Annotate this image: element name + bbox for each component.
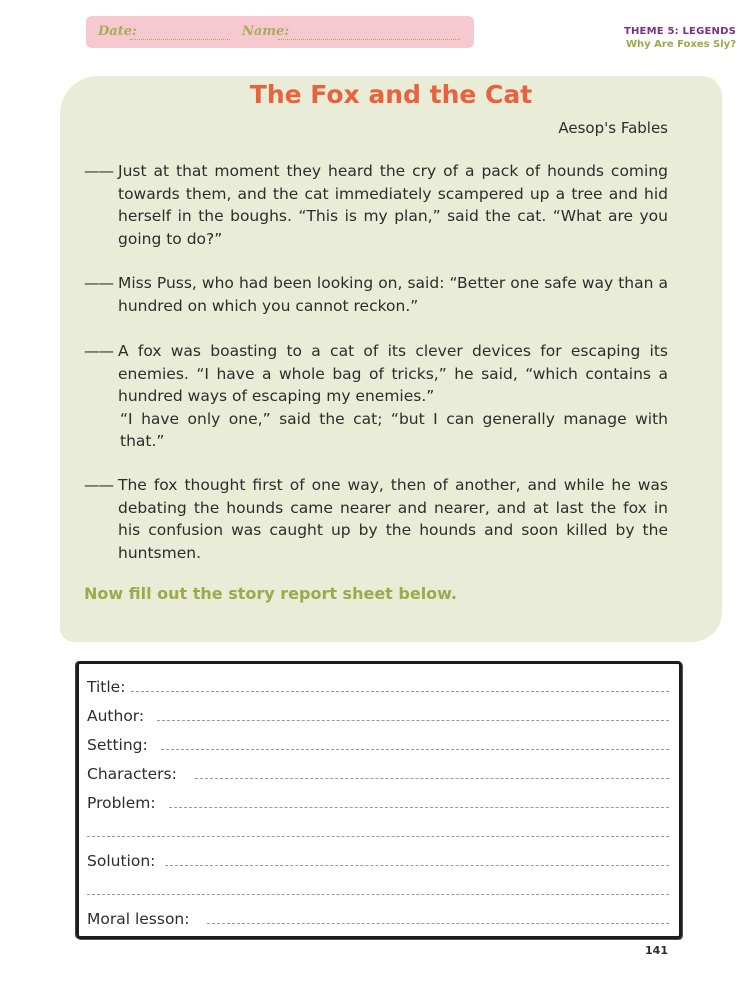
paragraph-text: A fox was boasting to a cat of its clever devices for escaping its enemies. “I have a whole bag of tricks,” he said, “which contains a hundred ways of escaping my enemies.” xyxy=(118,342,668,405)
title-label: Title: xyxy=(87,678,126,696)
moral-lesson-label: Moral lesson: xyxy=(87,910,190,928)
story-paragraph-4 xyxy=(84,474,668,564)
story-title: The Fox and the Cat xyxy=(249,80,533,109)
paragraph-dash: —— xyxy=(84,342,113,360)
report-row-characters xyxy=(87,763,669,785)
theme-title: THEME 5: LEGENDS xyxy=(623,26,736,37)
story-source: Aesop's Fables xyxy=(558,119,668,137)
solution-answer-line[interactable] xyxy=(165,865,669,866)
report-row-solution xyxy=(87,850,669,872)
story-paragraph-3 xyxy=(84,340,668,453)
name-field-line[interactable] xyxy=(278,39,460,40)
paragraph-text: Just at that moment they heard the cry of a pack of hounds coming towards them, and the cat immediately scampered up a tree and hid herself in the boughs. “This is my plan,” said the cat. “What are you going to do?” xyxy=(118,162,668,248)
problem-answer-line-2[interactable] xyxy=(87,836,669,837)
problem-label: Problem: xyxy=(87,794,156,812)
date-label: Date: xyxy=(98,24,137,39)
title-answer-line[interactable] xyxy=(131,691,669,692)
report-row-problem xyxy=(87,792,669,814)
author-answer-line[interactable] xyxy=(157,720,669,721)
solution-answer-line-2[interactable] xyxy=(87,894,669,895)
report-row-title xyxy=(87,676,669,698)
report-row-problem-extra xyxy=(87,821,669,843)
paragraph-text: Miss Puss, who had been looking on, said: “Better one safe way than a hundred on which you cannot reckon.” xyxy=(118,274,668,315)
page-number: 141 xyxy=(645,944,668,957)
paragraph-text: The fox thought first of one way, then of another, and while he was debating the hounds came nearer and nearer, and at last the fox in his confusion was caught up by the hounds and soon killed by the huntsmen. xyxy=(118,476,668,562)
theme-subtitle: Why Are Foxes Sly? xyxy=(626,39,736,50)
setting-label: Setting: xyxy=(87,736,148,754)
report-row-setting xyxy=(87,734,669,756)
report-row-solution-extra xyxy=(87,879,669,901)
report-row-author xyxy=(87,705,669,727)
characters-label: Characters: xyxy=(87,765,177,783)
paragraph-dash: —— xyxy=(84,274,113,292)
story-paragraph-1 xyxy=(84,160,668,250)
moral-lesson-answer-line[interactable] xyxy=(207,923,669,924)
instruction-text: Now fill out the story report sheet below. xyxy=(84,584,457,603)
report-row-moral xyxy=(87,908,669,930)
story-paragraph-2 xyxy=(84,272,668,317)
paragraph-continuation: “I have only one,” said the cat; “but I can generally manage with that.” xyxy=(120,409,668,450)
header-info-bar xyxy=(86,16,474,48)
characters-answer-line[interactable] xyxy=(195,778,669,779)
paragraph-dash: —— xyxy=(84,162,113,180)
problem-answer-line[interactable] xyxy=(169,807,669,808)
paragraph-dash: —— xyxy=(84,476,113,494)
theme-heading xyxy=(624,26,736,50)
solution-label: Solution: xyxy=(87,852,156,870)
date-field-line[interactable] xyxy=(130,39,230,40)
story-report-sheet xyxy=(76,661,682,939)
name-label: Name: xyxy=(242,24,290,39)
author-label: Author: xyxy=(87,707,145,725)
setting-answer-line[interactable] xyxy=(161,749,669,750)
